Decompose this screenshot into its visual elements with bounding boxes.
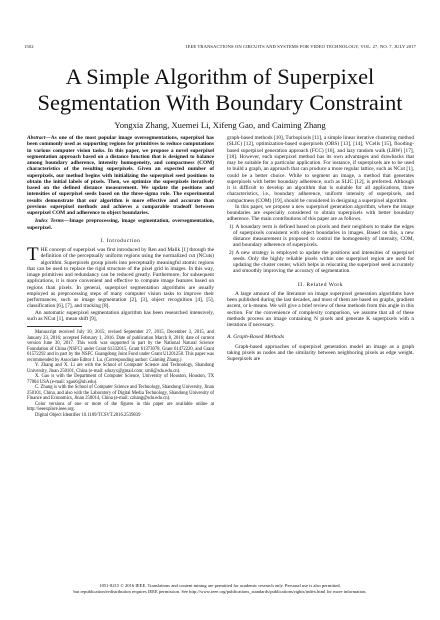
drop-cap: T	[27, 244, 39, 265]
footnote: Color versions of one or more of the figures in this paper are available online at http://ieeexplore.ieee.org.	[27, 401, 214, 412]
author-list: Yongxia Zhang, Xuemei Li, Xifeng Gao, and Caiming Zhang	[114, 120, 326, 130]
right-column	[227, 135, 414, 362]
contributions-paragraph: In this paper, we propose a new superpixel generation algorithm, where the image boundaries are especially considered to obtain superpixels with better boundary adherence. The main contributions of this paper are as follows.	[227, 203, 414, 223]
footnote: Manuscript received July 10, 2015; revised September 27, 2015, December 3, 2015, and January 23, 2016; accepted February 1, 2016. Date of publication March 8, 2016; date of current version June 30, 2017. This work was supported in part by the National Natural Science Foundation of China (NSFC) under Grant 61332015, Grant 61373078, Grant 61472220, and Grant 61572292 and in part by the NSFC Guangdong Joint Fund under Grant U1201258. This paper was recommended by Associate Editor J. Lu. (Corresponding author: Caiming Zhang.)	[27, 330, 214, 363]
list-number: 2)	[229, 249, 234, 256]
related-methods-paragraph: graph-based methods [10], Turbopixels [11], a simple linear iterative clustering method (SLIC) [12], optimization-based superpixels (OBS) [13], [14], VCells [15], flooding-based superpixel generation approach (FCC) [16], and lazy random walk (LRW) [17], [18]. However, each superpixel method has its own advantages and drawbacks that may be suitable for a particular application. For instance, if superpixels are to be used to build a graph, an approach that can produce a more regular lattice, such as NCut [1], could be a better choice. While to segment an image, a method that generates superpixels with better boundary adherence, such as SLIC [12], is preferred. Although it is difficult to develop an algorithm that is suitable for all applications, three characteristics, i.e., boundary adherence, uniform intensity of superpixels, and compactness (COM) [19], should be considered in designing a superpixel algorithm.	[227, 135, 414, 204]
list-number: 1)	[229, 223, 234, 230]
footnotes	[27, 330, 214, 418]
copyright-line-2: but republication/redistribution requires IEEE permission. See http://www.ieee.org/publications_standards/publications/rights/index.html for more information.	[73, 588, 367, 594]
intro-paragraph-2: An automatic superpixel segmentation algorithm has been researched intensively, such as NCut [1], mean shift [9],	[27, 309, 214, 322]
related-work-paragraph: A large amount of the literature on image superpixel generation algorithms have been published during the last decades, and most of them are based on graphs, gradient ascent, or k-means. We will give a brief review of these methods from this angle in this section. For the convenience of complexity comparison, we assume that all of these methods process an image containing N pixels and generate K superpixels with n iterations if necessary.	[227, 290, 414, 328]
footnote: Y. Zhang and X. Li are with the School of Computer Science and Technology, Shandong University, Jinan 250101, China (e-mail: sduzyx@gmail.com; xmli@sdu.edu.cn).	[27, 363, 214, 374]
abstract-label: Abstract—	[27, 135, 51, 141]
running-header	[24, 44, 416, 52]
intro-paragraph-1	[27, 244, 214, 310]
index-terms-label: Index Terms—	[35, 218, 70, 225]
abstract-text: As one of the most popular image oversegmentations, superpixel has been commonly used as supporting regions for primitives to reduce computations in various computer vision tasks. In this paper, we propose a novel superpixel segmentation approach based on a distance function that is designed to balance among boundary adherence, intensity homogeneity, and compactness (COM) characteristics of the resulting superpixels. Given an expected number of superpixels, our method begins with initializing the superpixel seed positions to obtain the initial labels of pixels. Then, we optimize the superpixels iteratively based on the defined distance measurement. We update the positions and intensities of superpixel seeds based on the three-sigma rule. The experimental results demonstrate that our algorithm is more effective and accurate than previous superpixel methods and achieves a comparable tradeoff between superpixel COM and adherence to object boundaries.	[27, 135, 214, 216]
contribution-item-1	[227, 224, 414, 249]
paper-title: A Simple Algorithm of Superpixel Segmentation With Boundary Constraint	[37, 64, 403, 115]
left-column	[27, 135, 214, 418]
footnote: Digital Object Identifier 10.1109/TCSVT.2016.2539839	[35, 412, 141, 418]
graph-based-paragraph: Graph-based approaches of superpixel generation model an image as a graph taking pixels as nodes and the similarity between neighboring pixels as edge weight. Superpixels are	[227, 343, 414, 362]
index-terms-text: Image preprocessing, image segmentation, oversegmentation, superpixel.	[27, 218, 214, 231]
journal-name: IEEE TRANSACTIONS ON CIRCUITS AND SYSTEMS FOR VIDEO TECHNOLOGY, VOL. 27, NO. 7, JULY 2017	[185, 44, 416, 49]
section-heading-introduction: I. Introduction	[100, 237, 141, 244]
intro-paragraph-1-text: HE concept of superpixel was first introduced by Ren and Malik [1] through the definition of the perceptually uniform regions using the normalized cut (NCuts) algorithm. Superpixels group pixels into perceptually meaningful atomic regions that can be used to replace the rigid structure of the pixel grid in images. In this way, image primitives and redundancy can be reduced greatly. Furthermore, for subsequent applications, it is more convenient and effective to compute image features based on regions than pixels. In general, superpixel segmentation algorithms are usually employed as preprocessing steps of many computer vision tasks to improve their performances, such as image segmentation [2], [3], object recognition [4], [5], classification [6], [7], and tracking [8].	[27, 247, 214, 310]
footnote-divider	[27, 326, 82, 327]
list-text: A new strategy is employed to update the positions and intensities of superpixel seeds. Only the highly reliable pixels within one superpixel region are used for updating the cluster center, which helps in relocating the superpixel seed accurately and smoothly improving the accuracy of segmentation.	[233, 249, 414, 275]
contribution-item-2	[227, 250, 414, 275]
list-text: A boundary term is defined based on pixels and their neighbors to make the edges of superpixels consistent with object boundaries in images. Based on this, a new distance measurement is proposed to control the homogeneity of intensity, COM, and boundary adherence of superpixels.	[233, 223, 414, 249]
abstract	[27, 135, 214, 216]
footnote: X. Gao is with the Department of Computer Science, University of Houston, Houston, TX 77004 USA (e-mail: xgao6@uh.edu).	[27, 374, 214, 385]
footnote: C. Zhang is with the School of Computer Science and Technology, Shandong University, Jinan 250101, China, and also with the Laboratory of Digital Media Technology, Shandong University of Finance and Economics, Jinan 250014, China (e-mail: czhang@sdu.edu.cn).	[27, 385, 214, 401]
subsection-heading-graph-based: A. Graph-Based Methods	[227, 334, 285, 341]
index-terms	[27, 218, 214, 231]
copyright-line-1: 1051-8215 © 2016 IEEE. Translations and content mining are permitted for academic research only. Personal use is also permitted,	[99, 583, 341, 588]
section-heading-related-work: II. Related Work	[297, 281, 344, 288]
page-number: 1502	[24, 44, 34, 49]
copyright-notice	[24, 583, 416, 594]
